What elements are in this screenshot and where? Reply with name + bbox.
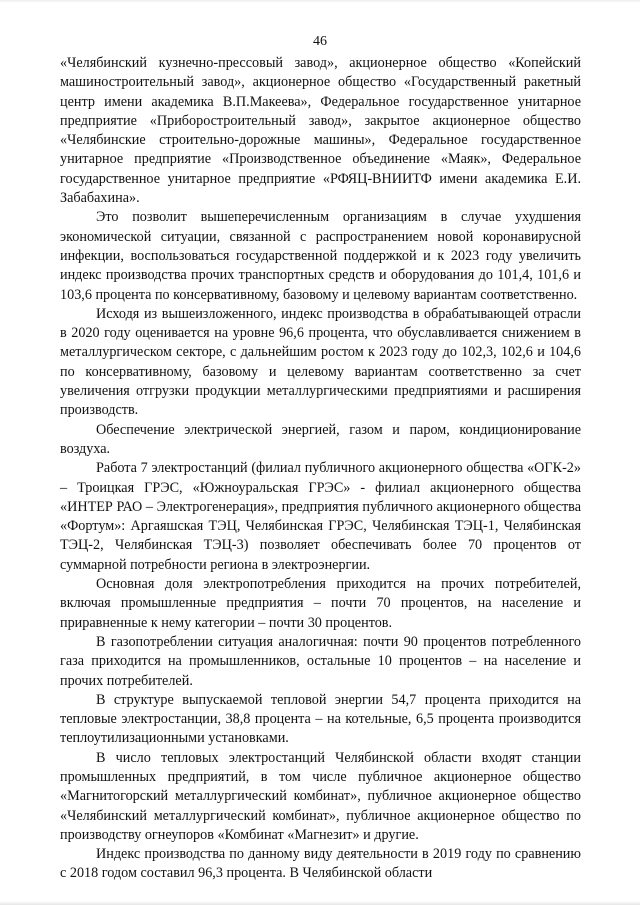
paragraph-heat-structure: В структуре выпускаемой тепловой энергии 54,7 процента приходится на тепловые электростанции, 38,8 процента – на котельные, 6,5 процента производится теплоутилизационными установками. [60, 691, 581, 747]
scan-top-edge [0, 0, 640, 3]
paragraph-electricity-consumption: Основная доля электропотребления приходится на прочих потребителей, включая промышленные предприятия – почти 70 процентов, на население и приравненные к нему категории – почти 30 процентов. [60, 576, 581, 631]
paragraph-gas-consumption: В газопотреблении ситуация аналогичная: почти 90 процентов потребленного газа приходится на промышленников, остальные 10 процентов – на население и прочих потребителей. [60, 633, 581, 689]
paragraph-state-support: Это позволит вышеперечисленным организациям в случае ухудшения экономической ситуации, связанной с распространением новой коронавирусной инфекции, воспользоваться государственной поддержкой и к 2023 году увеличить индекс производства прочих транспортных средств и оборудования до 101,4, 101,6 и 103,6 процента по консервативному, базовому и целевому вариантам соответственно. [60, 209, 581, 303]
paragraph-thermal-stations: В число тепловых электростанций Челябинской области входят станции промышленных предприятий, в том числе публичное акционерное общество «Магнитогорский металлургический комбинат», публичное акционерное общество «Челябинский металлургический комбинат», публичное акционерное общество по производству огнеупоров «Комбинат «Магнезит» и другие. [60, 749, 581, 843]
document-body [60, 54, 581, 884]
scan-bottom-edge [0, 901, 640, 905]
page-number: 46 [313, 34, 327, 49]
paragraph-energy-section-heading: Обеспечение электрической энергией, газом и паром, кондиционирование воздуха. [60, 421, 581, 457]
paragraph-enterprises-list: «Челябинский кузнечно-прессовый завод», акционерное общество «Копейский машиностроительный завод», акционерное общество «Государственный ракетный центр имени академика В.П.Макеева», Федеральное государственное унитарное предприятие «Приборостроительный завод», закрытое акционерное общество «Челябинские строительно-дорожные машины», Федеральное государственное унитарное предприятие «Производственное объединение «Маяк», Федеральное государственное унитарное предприятие «РФЯЦ-ВНИИТФ имени академика Е.И. Забабахина». [60, 55, 581, 207]
paragraph-manufacturing-index: Исходя из вышеизложенного, индекс производства в обрабатывающей отрасли в 2020 году оценивается на уровне 96,6 процента, что обуславливается снижением в металлургическом секторе, с дальнейшим ростом к 2023 году до 102,3, 102,6 и 104,6 по консервативному, базовому и целевому вариантам соответственно за счет увеличения отгрузки продукции металлургическими предприятиями и расширения производств. [60, 305, 581, 419]
paragraph-production-index-2019: Индекс производства по данному виду деятельности в 2019 году по сравнению с 2018 годом составил 96,3 процента. В Челябинской области [60, 846, 581, 882]
paragraph-power-plants: Работа 7 электростанций (филиал публичного акционерного общества «ОГК-2» – Троицкая ГРЭС, «Южноуральская ГРЭС» - филиал акционерного общества «ИНТЕР РАО – Электрогенерация», предприятия публичного акционерного общества «Фортум»: Аргаяшская ТЭЦ, Челябинская ГРЭС, Челябинская ТЭЦ-1, Челябинская ТЭЦ-2, Челябинская ТЭЦ-3) позволяет обеспечивать более 70 процентов от суммарной потребности региона в электроэнергии. [60, 460, 581, 573]
